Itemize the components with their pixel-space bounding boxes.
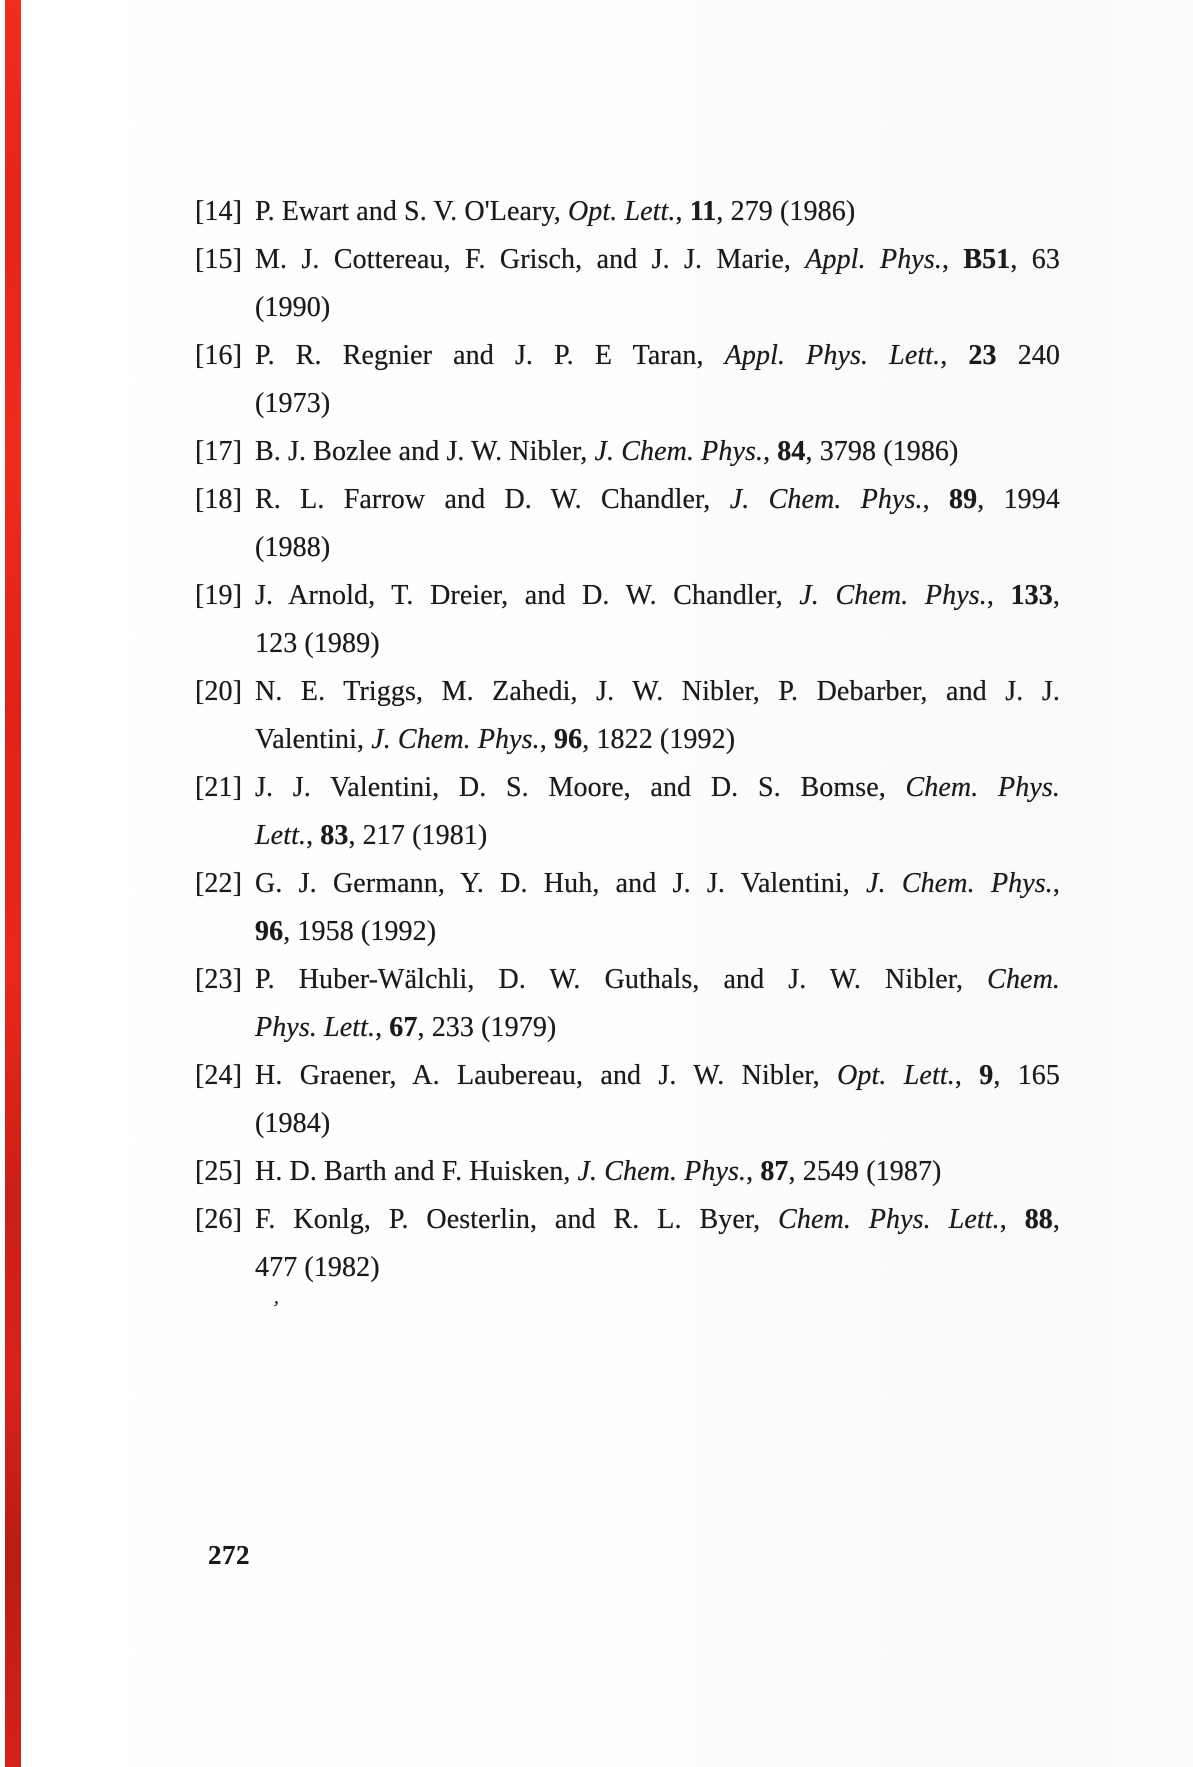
reference-text: , [1052,868,1060,899]
reference-text: P. R. Regnier and J. P. E Taran, [255,340,725,371]
reference-text: (1984) [255,1108,331,1139]
reference-label: [14] [195,196,243,227]
reference-text: , [954,1060,980,1091]
reference-line [195,428,1060,476]
reference-text: F. Konlg, P. Oesterlin, and R. L. Byer, [255,1204,779,1235]
reference-text: P. Huber-Wälchli, D. W. Guthals, and J. W. Nibler, [255,964,988,995]
volume-number: 9 [979,1060,994,1091]
reference-text: M. J. Cottereau, F. Grisch, and J. J. Marie, [255,244,806,275]
reference-line [195,572,1060,620]
reference-line [255,1100,1060,1148]
reference-text: , 3798 (1986) [805,436,959,467]
reference-line [195,332,1060,380]
reference-text: , 165 [993,1060,1060,1091]
journal-name: J. Chem. Phys. [577,1156,747,1187]
reference-line [255,284,1060,332]
reference-line [255,908,1060,956]
journal-name: Opt. Lett. [567,196,676,227]
reference-text: , [1052,1204,1060,1235]
journal-name: J. Chem. Phys. [729,484,923,515]
reference-line [255,716,1060,764]
reference-line [195,668,1060,716]
reference-list [195,188,1060,1292]
reference-text: , [1052,580,1060,611]
reference-label: [20] [195,676,243,707]
reference-line [255,812,1060,860]
page-number: 272 [208,1540,250,1570]
volume-number: 96 [554,724,583,755]
journal-name: Appl. Phys. Lett. [724,340,941,371]
journal-name: Appl. Phys. [805,244,942,275]
reference-line [255,1004,1060,1052]
reference-label: [25] [195,1156,243,1187]
reference-line [255,1244,1060,1292]
reference-line [195,188,1060,236]
reference-text: H. Graener, A. Laubereau, and J. W. Nibler, [255,1060,838,1091]
reference-text: 123 (1989) [255,628,380,659]
book-edge-strip [5,0,21,1767]
journal-name: Chem. Phys. [905,772,1060,803]
reference-text: J. J. Valentini, D. S. Moore, and D. S. Bomse, [255,772,906,803]
reference-text: , 279 (1986) [716,196,856,227]
reference-text: G. J. Germann, Y. D. Huh, and J. J. Valentini, [255,868,867,899]
reference-text: 240 [996,340,1060,371]
reference-line [255,380,1060,428]
reference-line [255,620,1060,668]
reference-label: [26] [195,1204,243,1235]
reference-text: (1990) [255,292,331,323]
volume-number: B51 [963,244,1011,275]
reference-text: (1973) [255,388,331,419]
journal-name: J. Chem. Phys. [594,436,764,467]
volume-number: 88 [1024,1204,1053,1235]
journal-name: J. Chem. Phys. [799,580,987,611]
reference-line [195,236,1060,284]
reference-text: , 2549 (1987) [788,1156,942,1187]
reference-text: , [999,1204,1025,1235]
reference-label: [24] [195,1060,243,1091]
volume-number: 87 [760,1156,789,1187]
reference-label: [21] [195,772,243,803]
volume-number: 67 [389,1012,418,1043]
reference-text: , 217 (1981) [348,820,488,851]
reference-label: [15] [195,244,243,275]
reference-label: [16] [195,340,243,371]
reference-line [195,1196,1060,1244]
reference-text: H. D. Barth and F. Huisken, [255,1156,578,1187]
journal-name: Phys. Lett. [255,1012,376,1043]
reference-text: N. E. Triggs, M. Zahedi, J. W. Nibler, P. Debarber, and J. J. [255,676,1060,707]
reference-text: B. J. Bozlee and J. W. Nibler, [255,436,595,467]
reference-line [195,1052,1060,1100]
reference-line [195,956,1060,1004]
reference-label: [22] [195,868,243,899]
volume-number: 83 [320,820,349,851]
reference-line [195,1148,1060,1196]
reference-text: , [306,820,321,851]
volume-number: 133 [1010,580,1053,611]
reference-text: , 1822 (1992) [582,724,736,755]
volume-number: 96 [255,916,284,947]
journal-name: J. Chem. Phys. [866,868,1053,899]
reference-text: , [941,244,964,275]
reference-text: P. Ewart and S. V. O'Leary, [255,196,568,227]
reference-text: , [746,1156,761,1187]
stray-mark: ’ [270,1295,281,1321]
reference-line [255,524,1060,572]
reference-text: 477 (1982) [255,1252,380,1283]
reference-line [195,476,1060,524]
reference-line [195,764,1060,812]
reference-text: R. L. Farrow and D. W. Chandler, [255,484,730,515]
reference-label: [19] [195,580,243,611]
reference-text: , [763,436,778,467]
reference-text: , 233 (1979) [417,1012,557,1043]
reference-text: (1988) [255,532,331,563]
journal-name: J. Chem. Phys. [371,724,540,755]
volume-number: 89 [949,484,978,515]
reference-text: , [940,340,969,371]
journal-name: Opt. Lett. [837,1060,955,1091]
reference-text: , [986,580,1011,611]
volume-number: 23 [968,340,997,371]
reference-text: Valentini, [255,724,372,755]
reference-line [195,860,1060,908]
reference-text: , [675,196,690,227]
reference-text: , 1994 [977,484,1060,515]
volume-number: 84 [777,436,806,467]
reference-text: , 63 [1010,244,1060,275]
reference-text: J. Arnold, T. Dreier, and D. W. Chandler, [255,580,800,611]
reference-text: , 1958 (1992) [283,916,437,947]
journal-name: Lett. [255,820,307,851]
journal-name: Chem. Phys. Lett. [778,1204,1000,1235]
volume-number: 11 [689,196,717,227]
reference-text: , [539,724,554,755]
reference-label: [18] [195,484,243,515]
reference-text: , [375,1012,390,1043]
reference-label: [17] [195,436,243,467]
reference-label: [23] [195,964,243,995]
journal-name: Chem. [987,964,1060,995]
reference-text: , [922,484,949,515]
